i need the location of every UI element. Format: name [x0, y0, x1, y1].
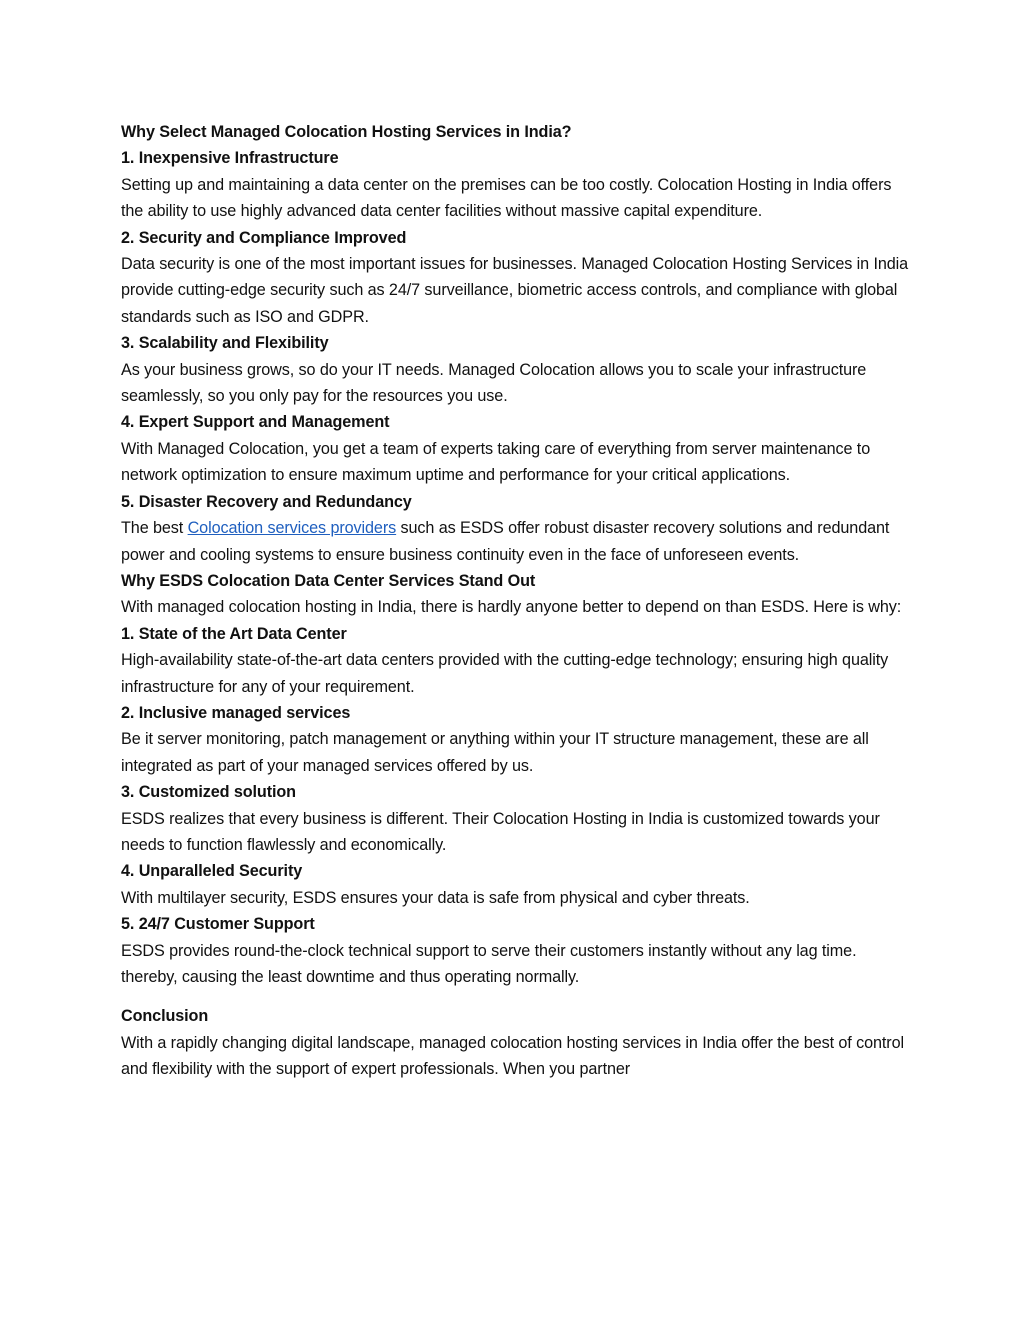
- disaster-recovery-prefix: The best: [121, 519, 188, 538]
- esds-heading-security: 4. Unparalleled Security: [121, 862, 303, 881]
- section-body-disaster-recovery: [121, 515, 911, 568]
- section-heading-disaster-recovery: 5. Disaster Recovery and Redundancy: [121, 492, 412, 511]
- esds-body-data-center: High-availability state-of-the-art data centers provided with the cutting-edge technology; ensuring high quality infrastructure for any of your requirement.: [121, 651, 889, 696]
- esds-heading-data-center: 1. State of the Art Data Center: [121, 624, 347, 643]
- disaster-recovery-suffix: such as ESDS offer robust disaster recovery solutions and redundant power and cooling systems to ensure business continuity even in the face of unforeseen events.: [121, 519, 890, 564]
- section-body-security-compliance: Data security is one of the most important issues for businesses. Managed Colocation Hosting Services in India provide cutting-edge security such as 24/7 surveillance, biometric access controls, and compliance with global standards such as ISO and GDPR.: [121, 255, 909, 326]
- esds-body-managed-services: Be it server monitoring, patch management or anything within your IT structure management, these are all integrated as part of your managed services offered by us.: [121, 730, 869, 775]
- document-body: [121, 119, 911, 1083]
- conclusion-body: With a rapidly changing digital landscape, managed colocation hosting services in India offer the best of control and flexibility with the support of expert professionals. When you partner: [121, 1033, 904, 1079]
- esds-body-security: With multilayer security, ESDS ensures your data is safe from physical and cyber threats.: [121, 888, 750, 907]
- document-title: Why Select Managed Colocation Hosting Services in India?: [121, 123, 572, 141]
- esds-intro: With managed colocation hosting in India, there is hardly anyone better to depend on than ESDS. Here is why:: [121, 598, 902, 617]
- section-body-expert-support: With Managed Colocation, you get a team of experts taking care of everything from server maintenance to network optimization to ensure maximum uptime and performance for your critical applications.: [121, 439, 871, 485]
- conclusion-heading: Conclusion: [121, 1007, 209, 1026]
- section-heading-expert-support: 4. Expert Support and Management: [121, 413, 390, 432]
- esds-heading: Why ESDS Colocation Data Center Services Stand Out: [121, 571, 536, 590]
- esds-heading-customer-support: 5. 24/7 Customer Support: [121, 915, 315, 934]
- esds-body-customized-solution: ESDS realizes that every business is different. Their Colocation Hosting in India is customized towards your needs to function flawlessly and economically.: [121, 809, 880, 854]
- colocation-providers-link[interactable]: Colocation services providers: [187, 519, 397, 538]
- section-body-inexpensive-infrastructure: Setting up and maintaining a data center on the premises can be too costly. Colocation Hosting in India offers the ability to use highly advanced data center facilities without massive capital expenditure.: [121, 175, 892, 221]
- esds-body-customer-support: ESDS provides round-the-clock technical support to serve their customers instantly without any lag time. thereby, causing the least downtime and thus operating normally.: [121, 941, 857, 986]
- section-heading-security-compliance: 2. Security and Compliance Improved: [121, 228, 407, 247]
- esds-heading-customized-solution: 3. Customized solution: [121, 783, 296, 802]
- section-heading-scalability: 3. Scalability and Flexibility: [121, 334, 329, 353]
- esds-heading-managed-services: 2. Inclusive managed services: [121, 703, 351, 722]
- section-heading-inexpensive-infrastructure: 1. Inexpensive Infrastructure: [121, 149, 339, 168]
- section-body-scalability: As your business grows, so do your IT needs. Managed Colocation allows you to scale your infrastructure seamlessly, so you only pay for the resources you use.: [121, 360, 867, 406]
